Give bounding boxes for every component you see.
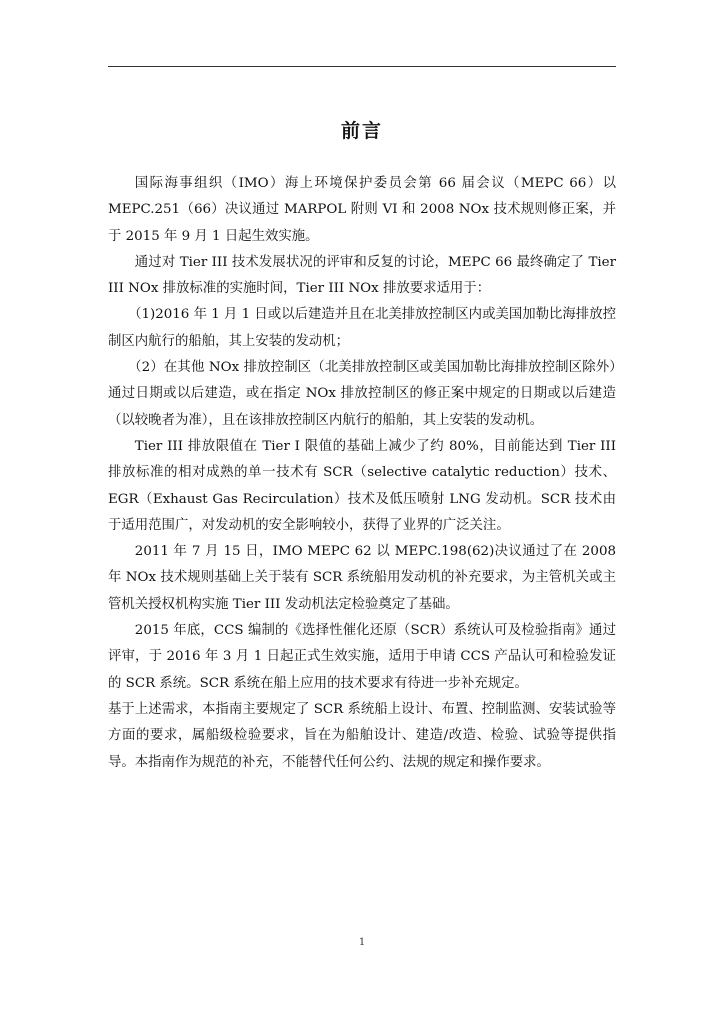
paragraph-3: （1)2016 年 1 月 1 日或以后建造并且在北美排放控制区内或美国加勒比海排放控制区内航行的船舶，其上安装的发动机； [108,307,616,349]
page-title: 前言 [340,120,383,142]
paragraph-7: 2015 年底，CCS 编制的《选择性催化还原（SCR）系统认可及检验指南》通过评审，于 2016 年 3 月 1 日起正式生效实施，适用于申请 CCS 产品认可和检验发证的 SCR 系统。SCR 系统在船上应用的技术要求有待进一步补充规定。 [108,623,616,691]
paragraph-6: 2011 年 7 月 15 日，IMO MEPC 62 以 MEPC.198(62)决议通过了在 2008 年 NOx 技术规则基础上关于装有 SCR 系统船用发动机的补充要求，为主管机关或主管机关授权机构实施 Tier III 发动机法定检验奠定了基础。 [108,544,616,612]
paragraph-2: 通过对 Tier III 技术发展状况的评审和反复的讨论，MEPC 66 最终确定了 Tier III NOx 排放标准的实施时间，Tier III NOx 排放要求适用于： [108,254,616,297]
header-rule [108,66,616,67]
paragraph-8: 基于上述需求，本指南主要规定了 SCR 系统船上设计、布置、控制监测、安装试验等方面的要求，属船级检验要求，旨在为船舶设计、建造/改造、检验、试验等提供指导。本指南作为规范的补充，不能替代任何公约、法规的规定和操作要求。 [108,701,616,770]
document-body [108,171,616,776]
page-number: 1 [358,937,366,948]
paragraph-1: 国际海事组织（IMO）海上环境保护委员会第 66 届会议（MEPC 66）以 MEPC.251（66）决议通过 MARPOL 附则 VI 和 2008 NOx 技术规则修正案，并于 2015 年 9 月 1 日起生效实施。 [108,176,616,244]
paragraph-4: （2）在其他 NOx 排放控制区（北美排放控制区或美国加勒比海排放控制区除外）通过日期或以后建造，或在指定 NOx 排放控制区的修正案中规定的日期或以后建造（以较晚者为准），且在该排放控制区内航行的船舶，其上安装的发动机。 [108,360,616,428]
paragraph-5: Tier III 排放限值在 Tier I 限值的基础上减少了约 80%，目前能达到 Tier III 排放标准的相对成熟的单一技术有 SCR（selective catalytic reduction）技术、EGR（Exhaust Gas Recirculation）技术及低压喷射 LNG 发动机。SCR 技术由于适用范围广，对发动机的安全影响较小，获得了业界的广泛关注。 [108,438,616,533]
